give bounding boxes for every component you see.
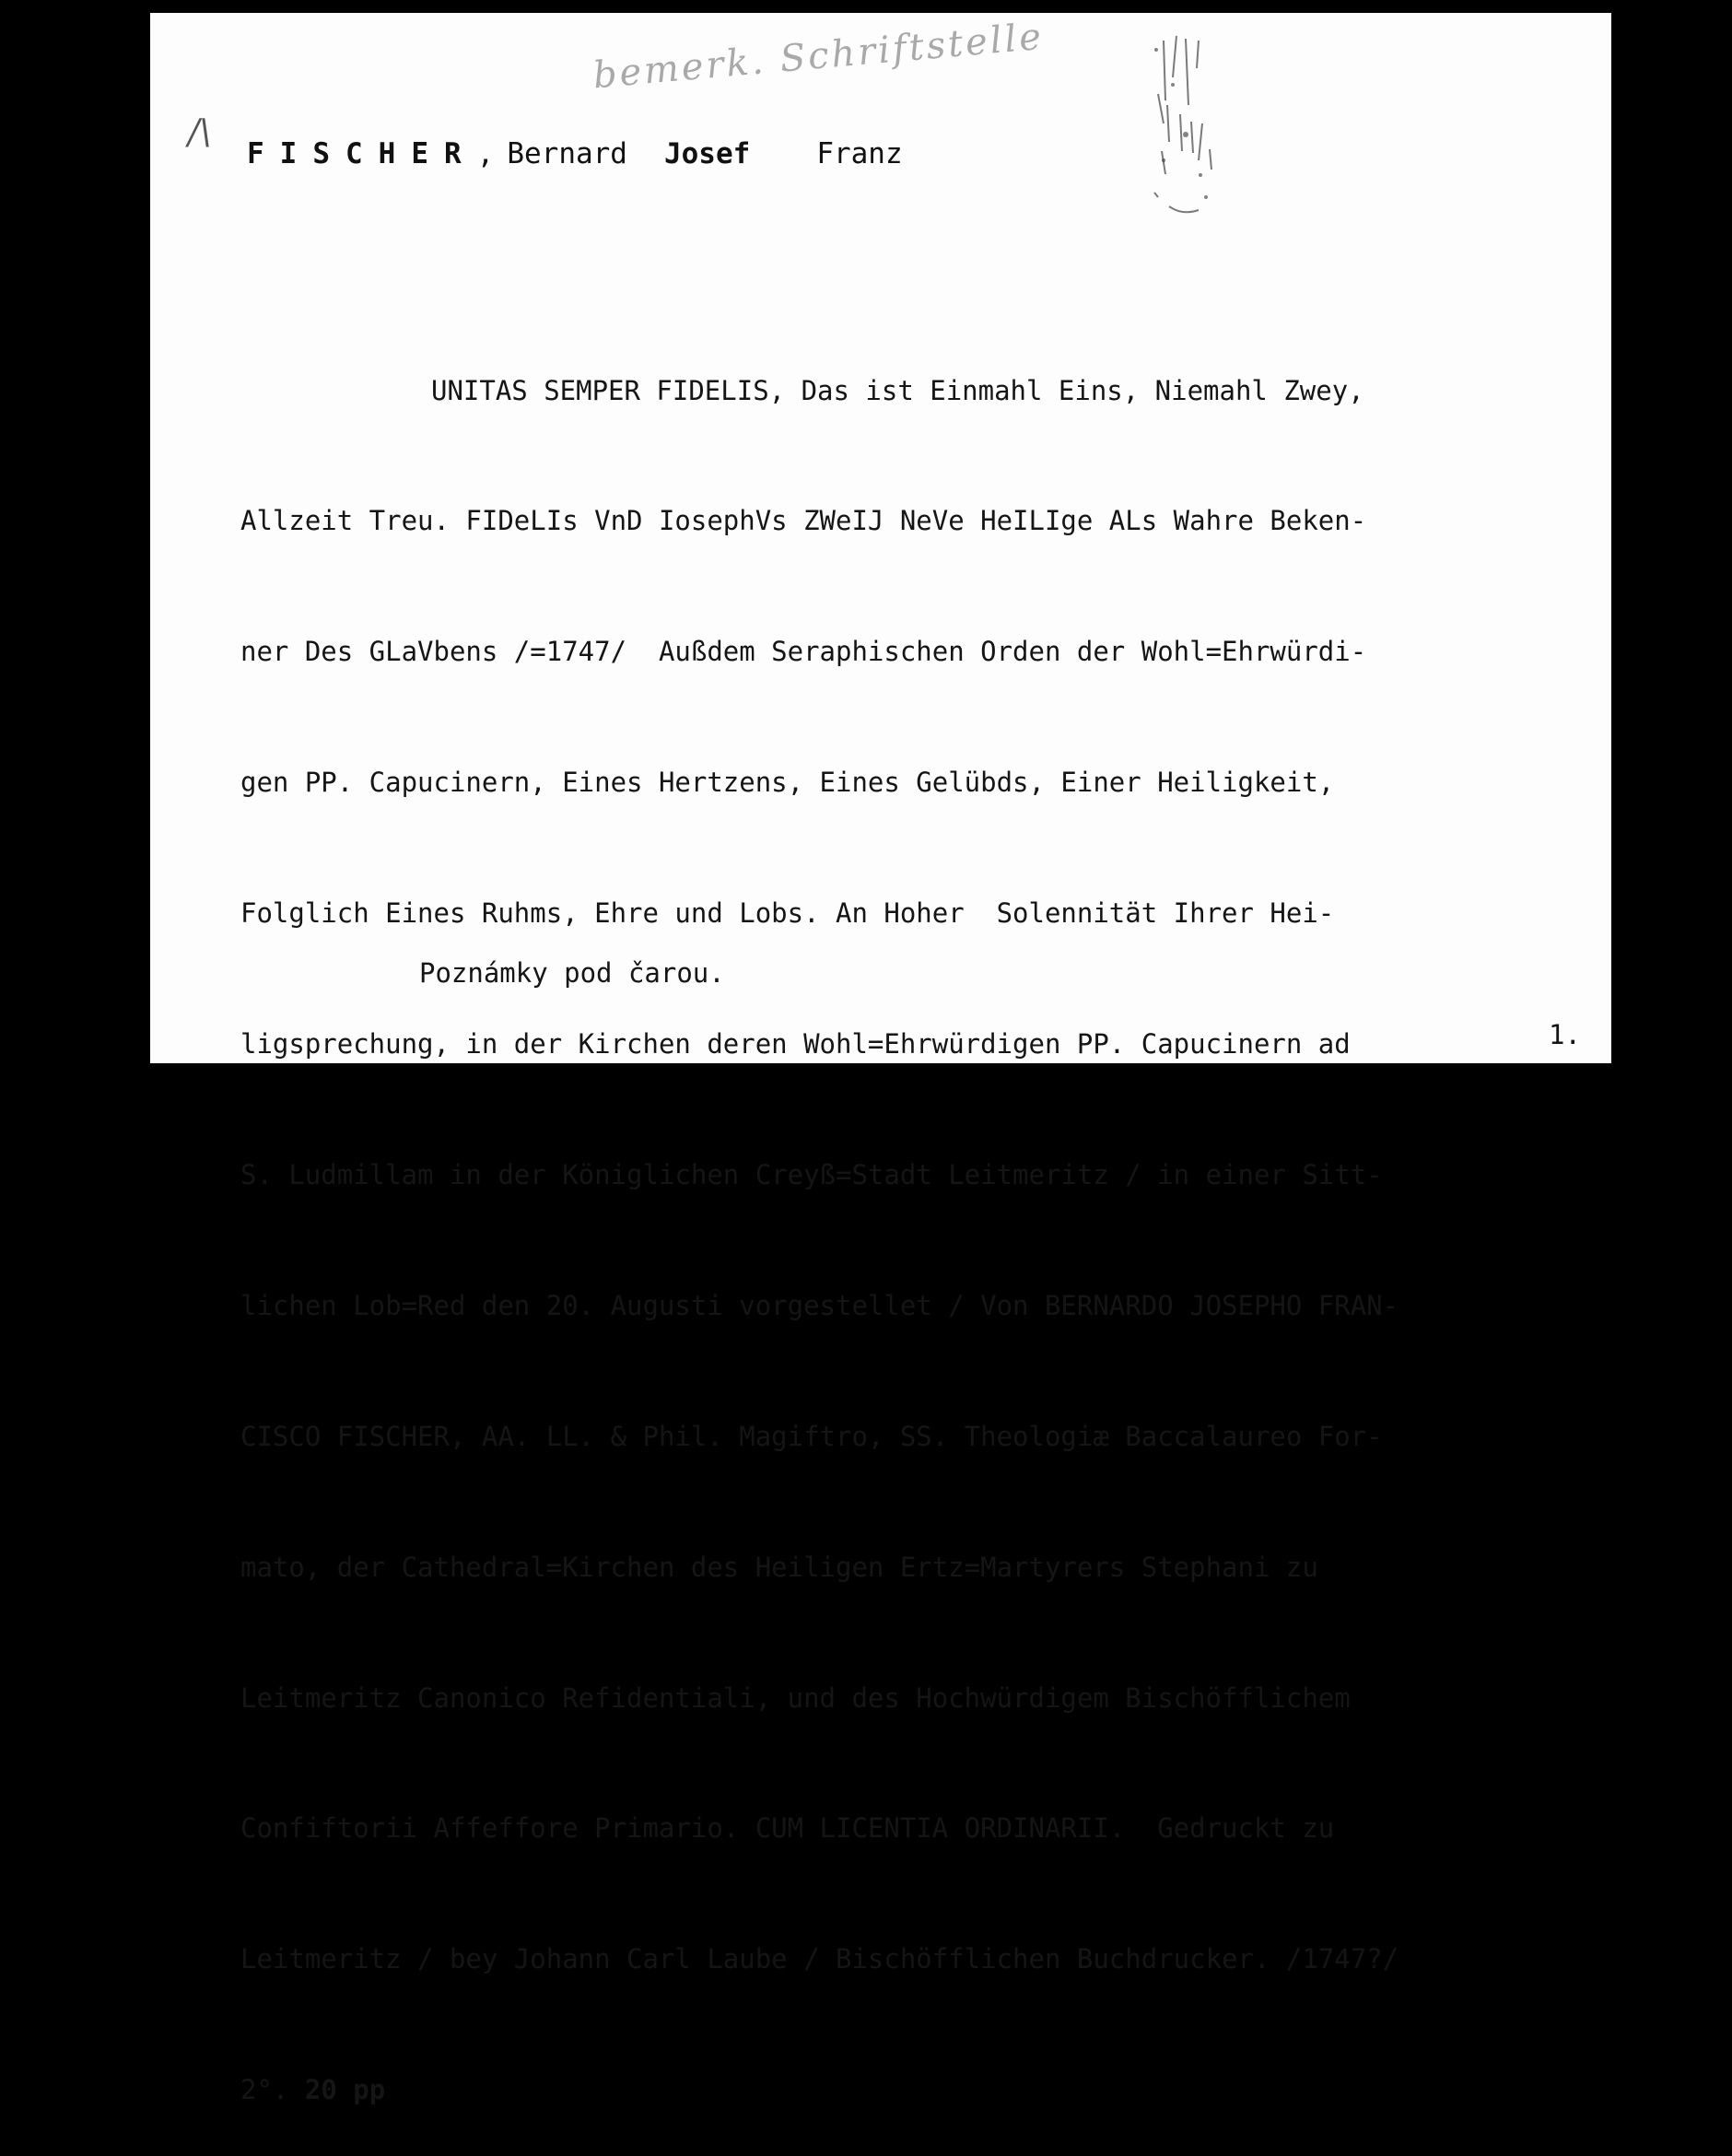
page-number: 1. — [1549, 1019, 1581, 1050]
given-name: Bernard — [507, 137, 627, 170]
description-line: lichen Lob=Red den 20. Augusti vorgestellet / Von BERNARDO JOSEPHO FRAN- — [240, 1289, 1399, 1321]
heading-separator: , — [476, 137, 495, 170]
handwritten-pencil-note: bemerk. Schriftstelle — [591, 15, 1046, 98]
description-line: UNITAS SEMPER FIDELIS, Das ist Einmahl Eins, Niemahl Zwey, — [431, 374, 1364, 406]
footnote-label: Poznámky pod čarou. — [419, 957, 725, 989]
description-line: ner Des GLaVbens /=1747/ Außdem Seraphischen Orden der Wohl=Ehrwürdi- — [240, 636, 1367, 668]
description-line: gen PP. Capucinern, Eines Hertzens, Eines Gelübds, Einer Heiligkeit, — [240, 767, 1335, 799]
description-line: mato, der Cathedral=Kirchen des Heiligen Ertz=Martyrers Stephani zu — [240, 1551, 1318, 1583]
record-description — [240, 282, 1398, 2156]
description-line: Leitmeritz Canonico Refidentiali, und des Hochwürdigem Bischöfflichem — [240, 1681, 1351, 1714]
format-and-pages — [240, 2068, 1398, 2112]
faded-stamp-mark — [1145, 13, 1265, 225]
surname: FISCHER — [247, 137, 477, 170]
record-heading — [247, 137, 903, 170]
description-line: Allzeit Treu. FIDeLIs VnD IosephVs ZWeIJ NeVe HeILIge ALs Wahre Beken- — [240, 505, 1367, 537]
description-line: Leitmeritz / bey Johann Carl Laube / Bischöfflichen Buchdrucker. /1747?/ — [240, 1943, 1399, 1975]
middle-name: Josef — [663, 137, 751, 170]
page-count: 20 pp — [304, 2074, 386, 2106]
last-given-name: Franz — [816, 137, 903, 170]
catalog-card — [150, 13, 1611, 2106]
description-line: Confiftorii Affeffore Primario. CUM LICENTIA ORDINARII. Gedruckt zu — [240, 1812, 1335, 1845]
pencil-check-mark: /\ — [184, 111, 216, 152]
format: 2°. — [240, 2074, 289, 2106]
description-line: S. Ludmillam in der Königlichen Creyß=Stadt Leitmeritz / in einer Sitt- — [240, 1158, 1383, 1190]
description-line: CISCO FISCHER, AA. LL. & Phil. Magiftro, SS. Theologiæ Baccalaureo For- — [240, 1420, 1383, 1452]
description-line: Folglich Eines Ruhms, Ehre und Lobs. An Hoher Solennität Ihrer Hei- — [240, 897, 1335, 930]
description-line: ligsprechung, in der Kirchen deren Wohl=Ehrwürdigen PP. Capucinern ad — [240, 1028, 1351, 1060]
